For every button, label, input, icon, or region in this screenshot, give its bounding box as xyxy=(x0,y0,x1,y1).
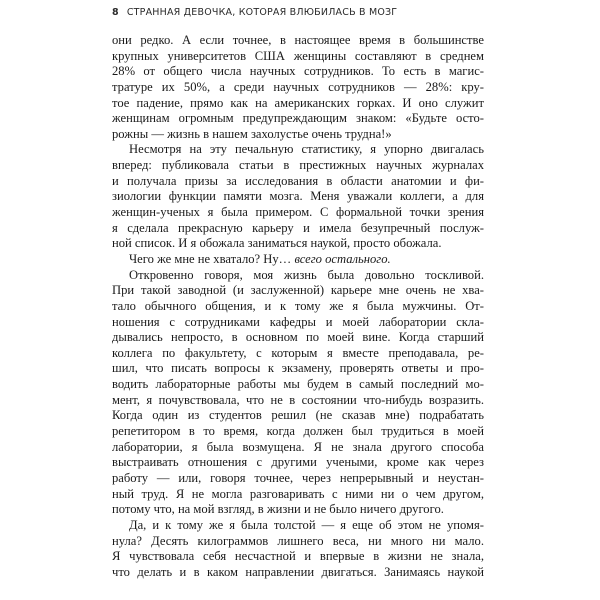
page-number: 8 xyxy=(112,7,119,18)
text-line: я сделала прекрасную карьеру и имела безупречный послуж- xyxy=(112,220,484,235)
text-line: они редко. А если точнее, в настоящее время в большинстве xyxy=(112,33,484,47)
text-line: рожны — жизнь в нашем захолустье очень трудна!» xyxy=(112,126,392,141)
text-line: ношения с сотрудниками кафедры и моей лаборатории скла- xyxy=(112,314,484,329)
text-line: зиологии функции памяти мозга. Меня уважали коллеги, а для xyxy=(112,189,484,204)
text-line: что делать и в каком направлении двигаться. Занимаясь наукой xyxy=(112,564,484,579)
text-line: Откровенно говоря, моя жизнь была довольно тоскливой. xyxy=(129,267,484,282)
running-header xyxy=(112,5,492,21)
text-line-with-italic xyxy=(112,252,484,268)
text-line: Несмотря на эту печальную статистику, я упорно двигалась xyxy=(129,142,484,157)
text-line: репетитором в то время, когда должен был трудиться в моей xyxy=(112,424,484,439)
running-header-title: СТРАННАЯ ДЕВОЧКА, КОТОРАЯ ВЛЮБИЛАСЬ В МОЗГ xyxy=(126,7,398,18)
text-line: Когда один из студентов решил (не сказав мне) подрабатать xyxy=(112,408,484,423)
text-line: и получала призы за исследования в области анатомии и фи- xyxy=(112,173,484,188)
text-line: дывались непросто, в основном по моей вине. Когда старший xyxy=(112,330,484,345)
text-line: ный труд. Я не могла разговаривать с ними ни о чем другом, xyxy=(112,486,484,501)
text-line: шил, что писать вопросы к экзамену, проверять ответы и про- xyxy=(112,361,484,376)
text-line: Я чувствовала себя несчастной и впервые в жизни не знала, xyxy=(112,549,484,564)
text-line: потому что, на мой взгляд, в жизни и не было ничего другого. xyxy=(112,502,444,517)
text-line: вперед: публиковала статьи в престижных научных журналах xyxy=(112,158,484,173)
text-line: При такой заводной (и заслуженной) карьере мне очень не хва- xyxy=(112,283,484,298)
text-line: водить лабораторные работы мы будем в самый последний мо- xyxy=(112,377,484,392)
text-line: тало обычного общения, и к тому же я была мужчины. От- xyxy=(112,298,484,313)
text-line: ной список. И я обожала заниматься наукой, просто обожала. xyxy=(112,236,442,251)
body-text xyxy=(112,33,484,580)
text-line: нула? Десять килограммов лишнего веса, ни много ни мало. xyxy=(112,533,484,548)
text-line: лаборатории, я была возмущена. Я не знала другого способа xyxy=(112,439,484,454)
text-line: выстраивать отношения с другими учеными, кроме как через xyxy=(112,455,484,470)
text-line: Да, и к тому же я была толстой — я еще об этом не упомя- xyxy=(129,517,484,532)
text-line: коллега по факультету, с которым я вместе преподавала, ре- xyxy=(112,345,484,360)
text-line: 28% от общего числа научных сотрудников. То есть в магис- xyxy=(112,64,484,79)
text-line-italic: всего остального. xyxy=(294,251,391,266)
text-line: работу — или, говоря точнее, через непрерывный и неустан- xyxy=(112,470,484,485)
text-line: женщин-ученых я была примером. С формальной точки зрения xyxy=(112,205,484,220)
text-line: женщинам огромным предупреждающим знаком: «Будьте осто- xyxy=(112,111,484,126)
text-line-roman: Чего же мне не хватало? Ну… xyxy=(129,251,292,266)
text-line: тое падение, прямо как на американских горках. И оно служит xyxy=(112,95,484,110)
text-line: тратуре их 50%, а среди научных сотрудников — 28%: кру- xyxy=(112,79,484,94)
text-line: мент, я почувствовала, что не в состоянии что-нибудь возразить. xyxy=(112,392,484,407)
text-line: крупных университетов США женщины составляют в среднем xyxy=(112,48,484,63)
